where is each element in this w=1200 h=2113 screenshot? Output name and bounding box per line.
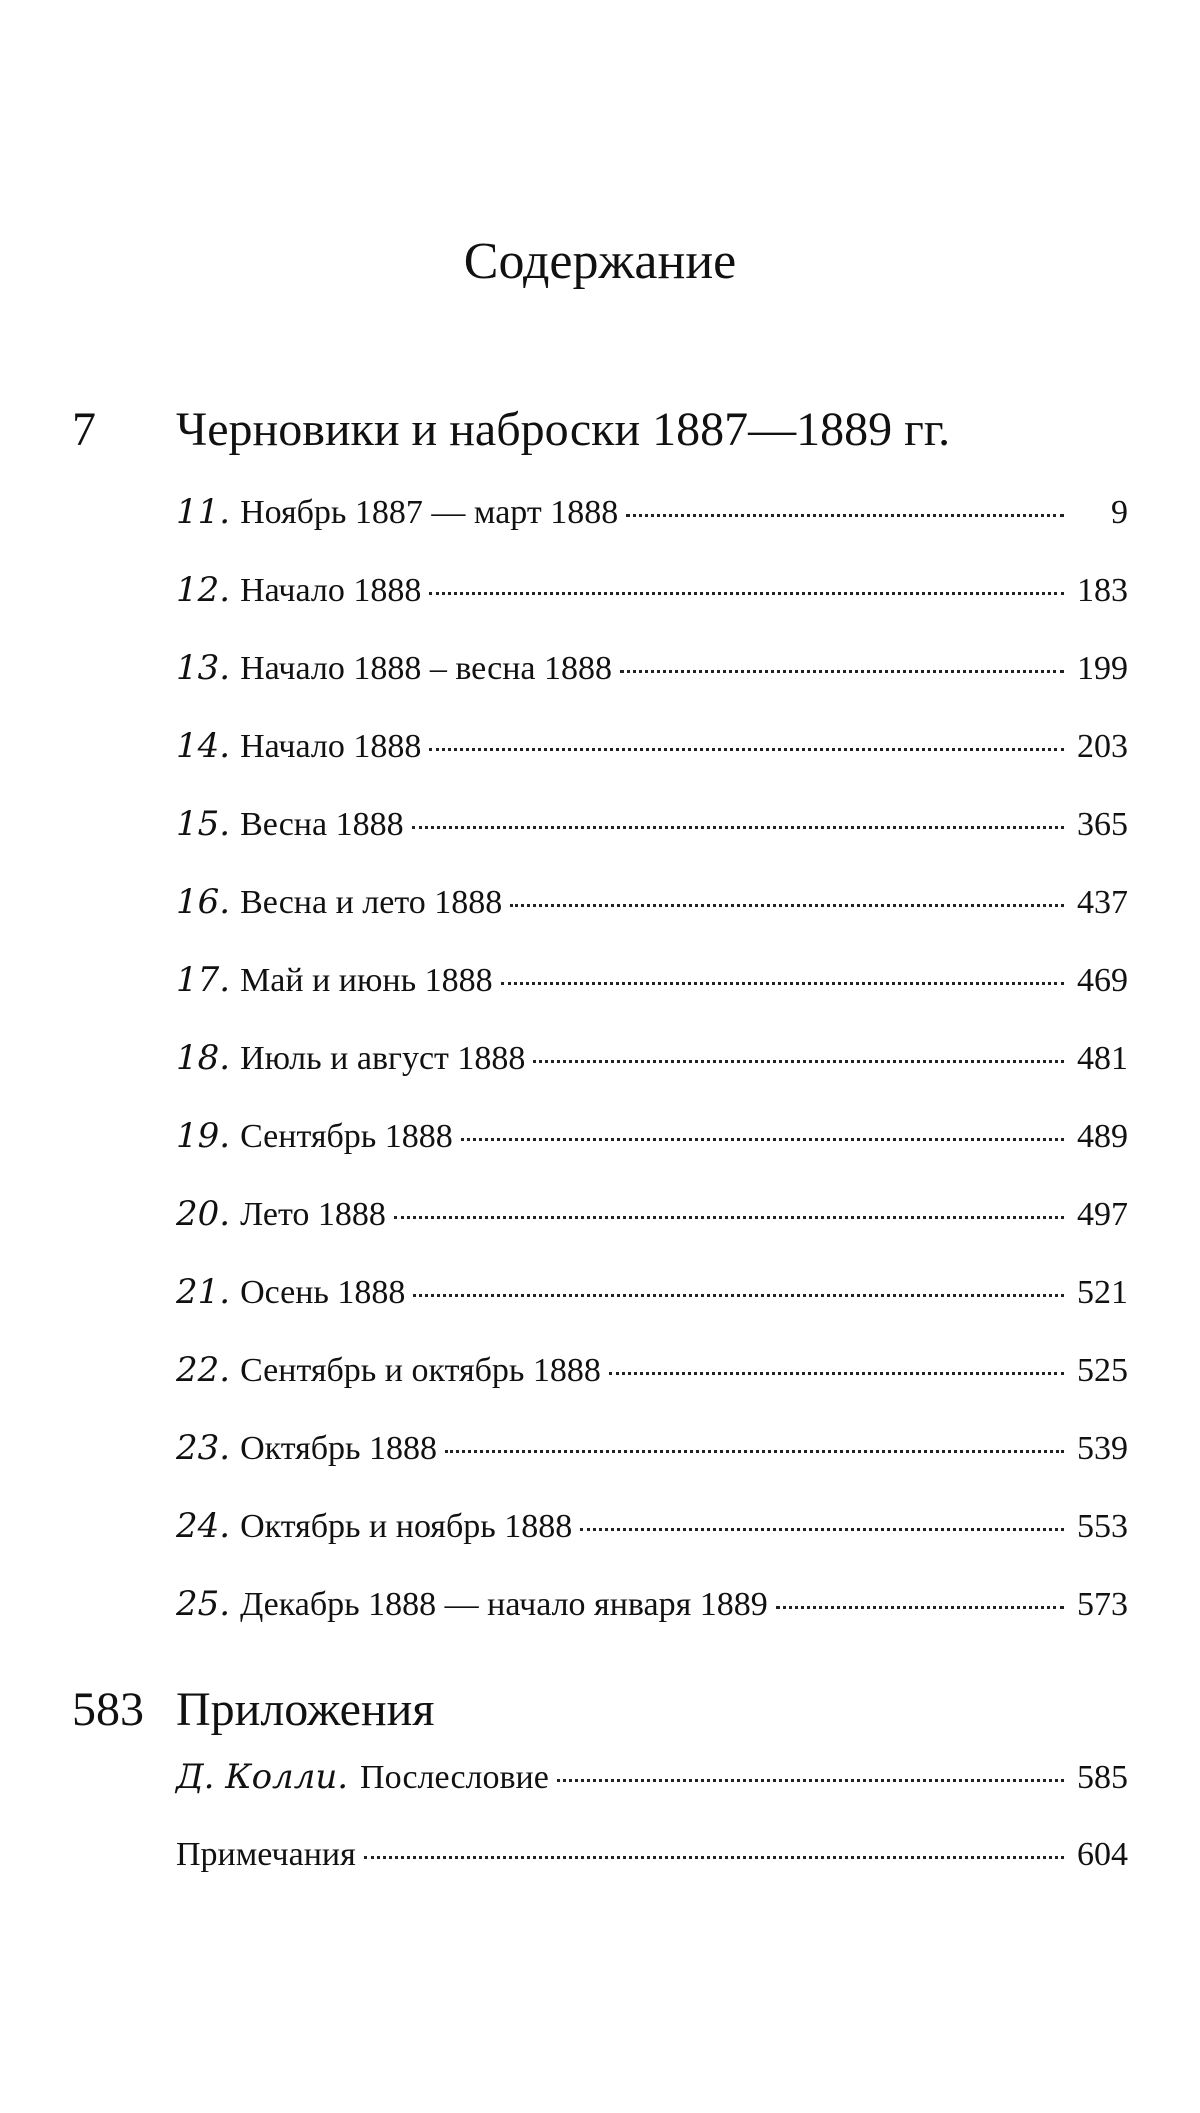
entry-number: 25. bbox=[176, 1584, 231, 1624]
dot-leader bbox=[609, 1368, 1064, 1375]
entry-label: Сентябрь и октябрь 1888 bbox=[240, 1352, 601, 1389]
entry-page: 525 bbox=[1077, 1352, 1128, 1389]
entry-page: 469 bbox=[1077, 962, 1128, 999]
entry-label: Послесловие bbox=[360, 1759, 549, 1796]
entry-label: Сентябрь 1888 bbox=[240, 1118, 453, 1155]
entry-number: 14. bbox=[176, 726, 231, 766]
entry-label: Примечания bbox=[176, 1836, 356, 1873]
entry-page: 481 bbox=[1077, 1040, 1128, 1077]
toc-entry[interactable] bbox=[176, 1833, 1128, 1911]
section-heading-appendices bbox=[72, 1680, 1132, 1740]
entry-number: 13. bbox=[176, 648, 231, 688]
entry-page: 573 bbox=[1077, 1586, 1128, 1623]
toc-entry[interactable] bbox=[176, 646, 1128, 724]
section-page-number: 583 bbox=[72, 1683, 144, 1736]
entry-label: Осень 1888 bbox=[240, 1274, 406, 1311]
entry-number: 21. bbox=[176, 1272, 231, 1312]
toc-entry[interactable] bbox=[176, 1426, 1128, 1504]
dot-leader bbox=[445, 1446, 1064, 1453]
toc-entry[interactable] bbox=[176, 802, 1128, 880]
entry-page: 585 bbox=[1077, 1759, 1128, 1796]
toc-entry[interactable] bbox=[176, 1036, 1128, 1114]
section-title: Черновики и наброски 1887—1889 гг. bbox=[176, 403, 951, 456]
entry-label: Декабрь 1888 — начало января 1889 bbox=[240, 1586, 768, 1623]
entry-number: 22. bbox=[176, 1350, 231, 1390]
entry-label: Начало 1888 – весна 1888 bbox=[240, 650, 612, 687]
section-heading-drafts bbox=[72, 400, 1132, 460]
entry-page: 365 bbox=[1077, 806, 1128, 843]
toc-entry[interactable] bbox=[176, 1192, 1128, 1270]
page-title: Содержание bbox=[463, 233, 737, 290]
entry-page: 604 bbox=[1077, 1836, 1128, 1873]
toc-entry[interactable] bbox=[176, 568, 1128, 646]
entry-number: 17. bbox=[176, 960, 231, 1000]
dot-leader bbox=[364, 1852, 1064, 1859]
entry-number: 18. bbox=[176, 1038, 231, 1078]
dot-leader bbox=[620, 666, 1064, 673]
entry-label: Июль и август 1888 bbox=[240, 1040, 526, 1077]
dot-leader bbox=[776, 1602, 1064, 1609]
toc-entry[interactable] bbox=[176, 1270, 1128, 1348]
entry-number: 24. bbox=[176, 1506, 231, 1546]
entry-number: 20. bbox=[176, 1194, 231, 1234]
toc-entry[interactable] bbox=[176, 490, 1128, 568]
entry-page: 489 bbox=[1077, 1118, 1128, 1155]
dot-leader bbox=[533, 1056, 1064, 1063]
entry-page: 539 bbox=[1077, 1430, 1128, 1467]
dot-leader bbox=[429, 744, 1064, 751]
entry-number: 23. bbox=[176, 1428, 231, 1468]
entry-page: 199 bbox=[1077, 650, 1128, 687]
dot-leader bbox=[461, 1134, 1064, 1141]
dot-leader bbox=[557, 1775, 1064, 1782]
entry-page: 9 bbox=[1111, 494, 1128, 531]
dot-leader bbox=[429, 588, 1064, 595]
entry-number: 19. bbox=[176, 1116, 231, 1156]
entry-page: 521 bbox=[1077, 1274, 1128, 1311]
entry-page: 497 bbox=[1077, 1196, 1128, 1233]
entry-page: 183 bbox=[1077, 572, 1128, 609]
entry-page: 553 bbox=[1077, 1508, 1128, 1545]
entry-number: 11. bbox=[176, 492, 231, 532]
toc-entry[interactable] bbox=[176, 1114, 1128, 1192]
toc-entries-appendices bbox=[176, 1755, 1128, 1911]
entry-label: Октябрь 1888 bbox=[240, 1430, 438, 1467]
dot-leader bbox=[412, 822, 1064, 829]
entry-label: Октябрь и ноябрь 1888 bbox=[240, 1508, 573, 1545]
toc-entry[interactable] bbox=[176, 724, 1128, 802]
toc-entries-drafts bbox=[176, 490, 1128, 1660]
entry-label: Начало 1888 bbox=[240, 572, 422, 609]
dot-leader bbox=[394, 1212, 1064, 1219]
toc-entry[interactable] bbox=[176, 1348, 1128, 1426]
toc-entry[interactable] bbox=[176, 880, 1128, 958]
entry-label: Весна и лето 1888 bbox=[240, 884, 503, 921]
toc-entry[interactable] bbox=[176, 958, 1128, 1036]
toc-entry[interactable] bbox=[176, 1755, 1128, 1833]
dot-leader bbox=[501, 978, 1064, 985]
dot-leader bbox=[413, 1290, 1064, 1297]
section-page-number: 7 bbox=[72, 403, 96, 456]
entry-label: Начало 1888 bbox=[240, 728, 422, 765]
entry-label: Ноябрь 1887 — март 1888 bbox=[240, 494, 619, 531]
entry-label: Май и июнь 1888 bbox=[240, 962, 493, 999]
entry-number: 16. bbox=[176, 882, 231, 922]
entry-author: Д. Колли. bbox=[176, 1757, 349, 1797]
entry-number: 15. bbox=[176, 804, 231, 844]
entry-number: 12. bbox=[176, 570, 231, 610]
section-title: Приложения bbox=[176, 1683, 435, 1736]
dot-leader bbox=[510, 900, 1064, 907]
entry-page: 437 bbox=[1077, 884, 1128, 921]
entry-label: Лето 1888 bbox=[240, 1196, 386, 1233]
toc-entry[interactable] bbox=[176, 1504, 1128, 1582]
entry-page: 203 bbox=[1077, 728, 1128, 765]
dot-leader bbox=[626, 510, 1064, 517]
dot-leader bbox=[580, 1524, 1064, 1531]
entry-label: Весна 1888 bbox=[240, 806, 404, 843]
toc-entry[interactable] bbox=[176, 1582, 1128, 1660]
